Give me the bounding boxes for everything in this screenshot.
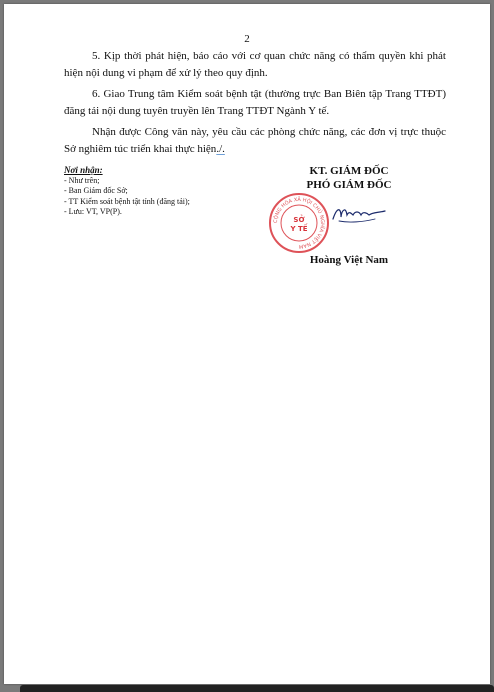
official-stamp — [268, 192, 330, 254]
recipients-title: Nơi nhận: — [64, 165, 103, 175]
page-number: 2 — [244, 33, 250, 45]
recipient-item: - Lưu: VT, VP(P). — [64, 207, 122, 216]
recipients-block — [64, 165, 190, 218]
signer-name: Hoàng Việt Nam — [309, 254, 389, 266]
stamp-ring-text: CỘNG HÒA XÃ HỘI CHỦ NGHĨA VIỆT NAM — [272, 196, 326, 250]
closing-text: Nhận được Công văn này, yêu cầu các phòng chức năng, các đơn vị trực thuộc Sở nghiêm túc triển khai thực hiện — [64, 126, 446, 155]
bottom-toolbar-edge — [20, 685, 494, 692]
paragraph-item-5: 5. Kịp thời phát hiện, báo cáo với cơ quan chức năng có thẩm quyền khi phát hiện nội dung vi phạm để xử lý theo quy định. — [64, 50, 446, 79]
paragraph-item-6: 6. Giao Trung tâm Kiểm soát bệnh tật (thường trực Ban Biên tập Trang TTĐT) đăng tải nội dung tuyên truyền lên Trang TTĐT Ngành Y tế. — [64, 88, 446, 117]
stamp-center-line-2: Y TẾ — [290, 225, 308, 233]
document-page — [4, 4, 490, 684]
stamp-center-line-1: SỞ — [293, 216, 305, 224]
document-body — [64, 48, 446, 162]
signature-title-1: KT. GIÁM ĐỐC — [309, 165, 389, 177]
closing-mark: ./. — [216, 143, 225, 155]
closing-paragraph — [64, 124, 446, 158]
recipient-item: - TT Kiểm soát bệnh tật tỉnh (đăng tải); — [64, 196, 190, 206]
recipient-item: - Ban Giám đốc Sở; — [64, 186, 128, 195]
signature-title-2: PHÓ GIÁM ĐỐC — [306, 179, 392, 191]
handwritten-signature — [329, 201, 389, 227]
recipient-item: - Như trên; — [64, 175, 100, 185]
